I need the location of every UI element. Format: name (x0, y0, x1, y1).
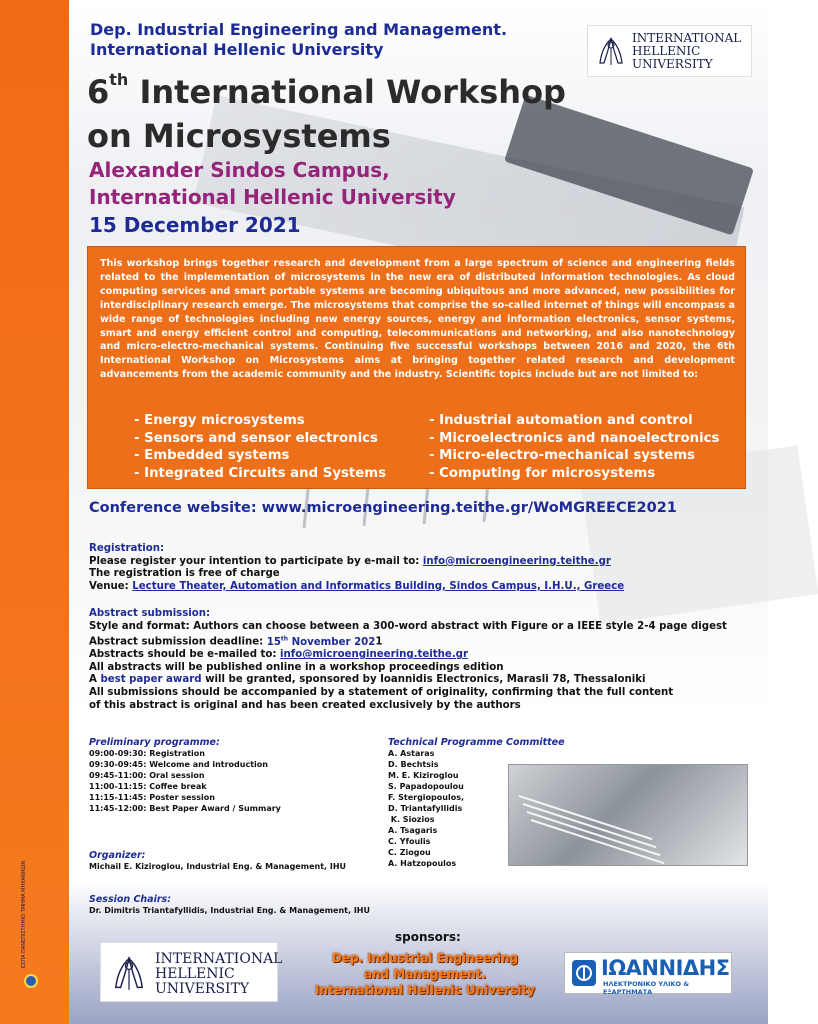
committee-member: A. Astaras (388, 749, 435, 758)
ihu-emblem-icon (111, 951, 147, 995)
committee-member: M. E. Kiziroglou (388, 771, 459, 780)
deadline-label: Abstract submission deadline: (89, 636, 267, 648)
organizer-name: Michail E. Kiziroglou, Industrial Eng. & Management, IHU (89, 862, 347, 871)
conference-website[interactable]: Conference website: www.microengineering.teithe.gr/WoMGREECE2021 (89, 500, 677, 516)
committee-member: D. Triantafyllidis (388, 804, 463, 813)
deadline-month: November 202 (288, 636, 376, 648)
ihu-logo-text (632, 32, 741, 71)
logo-line-2: HELLENIC (632, 44, 701, 58)
organizer-section (89, 850, 346, 872)
abstract-published-text: All abstracts will be published online in a workshop proceedings edition (89, 661, 504, 673)
venue-line-2: International Hellenic University (89, 185, 456, 209)
ihu-logo-top (587, 25, 752, 77)
topic-item: - Microelectronics and nanoelectronics (429, 430, 720, 446)
sponsors-label: sponsors: (395, 930, 461, 944)
logo-line-2: HELLENIC (155, 966, 235, 982)
logo-line-1: INTERNATIONAL (632, 31, 742, 45)
topic-item: - Integrated Circuits and Systems (134, 465, 387, 481)
venue-heading (89, 157, 456, 211)
committee-member: C. Yfoulis (388, 837, 431, 846)
venue-link[interactable]: Lecture Theater, Automation and Informatics Building, Sindos Campus, I.H.U., Greece (132, 580, 625, 592)
committee-member: D. Bechtsis (388, 760, 439, 769)
programme-heading: Preliminary programme: (89, 737, 220, 748)
venue-line-1: Alexander Sindos Campus, (89, 158, 390, 182)
topics-left-list (134, 412, 386, 482)
ihu-logo-text (155, 952, 282, 997)
deadline-suffix: th (280, 635, 289, 643)
title-ordinal: 6 (87, 73, 110, 111)
title-line-1: International Workshop (128, 73, 566, 111)
ioannidis-logo (564, 952, 732, 994)
committee-member: A. Hatzopoulos (388, 859, 457, 868)
committee-member: F. Stergiopoulos, (388, 793, 464, 802)
ioannidis-mark-icon (571, 959, 597, 987)
session-chairs-name: Dr. Dimitris Triantafyllidis, Industrial Eng. & Management, IHU (89, 906, 370, 915)
logo-line-3: UNIVERSITY (155, 981, 250, 997)
topic-item: - Industrial automation and control (429, 413, 693, 428)
registration-heading: Registration: (89, 543, 165, 554)
topic-item: - Sensors and sensor electronics (134, 430, 378, 446)
dept-sponsor-line-3: International Hellenic University (314, 983, 536, 997)
registration-section (89, 543, 624, 593)
venue-label: Venue: (89, 580, 133, 592)
ioannidis-name: ΙΩΑΝΝΙΔΗΣ (601, 956, 730, 980)
title-ordinal-suffix: th (109, 70, 129, 89)
award-prefix: A (89, 674, 101, 686)
originality-line-2: of this abstract is original and has been created exclusively by the authors (89, 699, 521, 711)
side-vertical-text: ΕΣΠΑ ΠΑΝΕΠΙΣΤΗΜΙΟ ΤΜΗΜΑ ΜΗΧΑΝΙΚΩΝ (21, 860, 27, 968)
microsystem-photo (508, 764, 748, 866)
header-line-1: Dep. Industrial Engineering and Management. (90, 20, 508, 39)
programme-item: 09:30-09:45: Welcome and introduction (89, 760, 268, 769)
topic-item: - Embedded systems (134, 448, 290, 463)
intro-text: This workshop brings together research and development from a large spectrum of science and engineering fields related to the implementation of microsystems in the new era of distributed information technologies. As cloud computing services and smart portable systems are becoming ubiquitous and more advanced, new possibilities for interdisciplinary research emerge. The microsystems that comprise the so-called internet of things will encompass a wide range of technologies including new energy sources, energy and information electronics, sensor systems, smart and energy efficient control and computing, telecommunications and networking, and also nanotechnology and micro-electro-mechanical systems. Continuing five successful workshops between 2016 and 2020, the 6th International Workshop on Microsystems aims at bringing together related research and development advancements from the academic community and the industry. Scientific topics include but are not limited to: (100, 258, 735, 381)
organizer-heading: Organizer: (89, 850, 146, 861)
best-paper-award-link[interactable]: best paper award (100, 674, 202, 686)
dept-sponsor-line-1: Dep. Industrial Engineering (331, 951, 519, 965)
abstract-email-label: Abstracts should be e-mailed to: (89, 649, 281, 661)
photo-wire (519, 795, 653, 840)
left-orange-bar (0, 0, 69, 1024)
programme-item: 09:45-11:00: Oral session (89, 771, 205, 780)
dept-sponsor-text (300, 950, 550, 998)
topic-item: - Computing for microsystems (429, 465, 656, 481)
committee-heading: Technical Programme Committee (388, 737, 565, 748)
programme-item: 11:15-11:45: Poster session (89, 793, 215, 802)
header-line-2: International Hellenic University (90, 40, 384, 59)
deadline-year-end: 1 (375, 636, 383, 648)
department-header (90, 20, 507, 60)
title-line-2: on Microsystems (87, 117, 391, 155)
originality-line-1: All submissions should be accompanied by a statement of originality, confirming that the full content (89, 686, 674, 698)
award-text: will be granted, sponsored by Ioannidis Electronics, Marasli 78, Thessaloniki (201, 674, 646, 686)
intro-box (87, 246, 746, 489)
dept-sponsor-line-2: and Management. (363, 967, 487, 981)
espa-logo (24, 974, 38, 988)
registration-email-link[interactable]: info@microengineering.teithe.gr (422, 555, 611, 567)
deadline-date (267, 637, 376, 648)
committee-member: A. Tsagaris (388, 826, 438, 835)
event-date: 15 December 2021 (89, 213, 301, 237)
topic-item: - Energy microsystems (134, 413, 305, 428)
ioannidis-tagline: ΗΛΕΚΤΡΟΝΙΚΟ ΥΛΙΚΟ & ΕΞΑΡΤΗΜΑΤΑ (603, 980, 690, 996)
deadline-day: 15 (266, 636, 281, 648)
topics-right-list (429, 412, 719, 482)
session-chairs-section (89, 894, 370, 916)
logo-line-3: UNIVERSITY (632, 57, 713, 71)
ihu-logo-bottom (100, 942, 283, 1002)
registration-text: Please register your intention to participate by e-mail to: (89, 555, 423, 567)
abstract-heading: Abstract submission: (89, 608, 211, 619)
abstract-section (89, 608, 727, 712)
logo-line-1: INTERNATIONAL (155, 951, 283, 967)
abstract-style-text: Style and format: Authors can choose between a 300-word abstract with Figure or a IEEE style 2-4 page digest (89, 620, 727, 632)
programme-item: 09:00-09:30: Registration (89, 749, 205, 758)
programme-section (89, 737, 281, 814)
registration-free-text: The registration is free of charge (89, 568, 280, 580)
photo-wire (523, 803, 657, 848)
committee-member: C. Ziogou (388, 848, 431, 857)
programme-item: 11:00-11:15: Coffee break (89, 782, 207, 791)
committee-member: K. Siozios (388, 815, 435, 824)
topic-item: - Micro-electro-mechanical systems (429, 448, 695, 463)
ihu-emblem-icon (596, 33, 626, 69)
session-chairs-heading: Session Chairs: (89, 894, 171, 905)
programme-item: 11:45-12:00: Best Paper Award / Summary (89, 804, 281, 813)
abstract-email-link[interactable]: info@microengineering.teithe.gr (280, 649, 469, 661)
committee-member: S. Papadopoulou (388, 782, 464, 791)
workshop-title (87, 70, 566, 158)
